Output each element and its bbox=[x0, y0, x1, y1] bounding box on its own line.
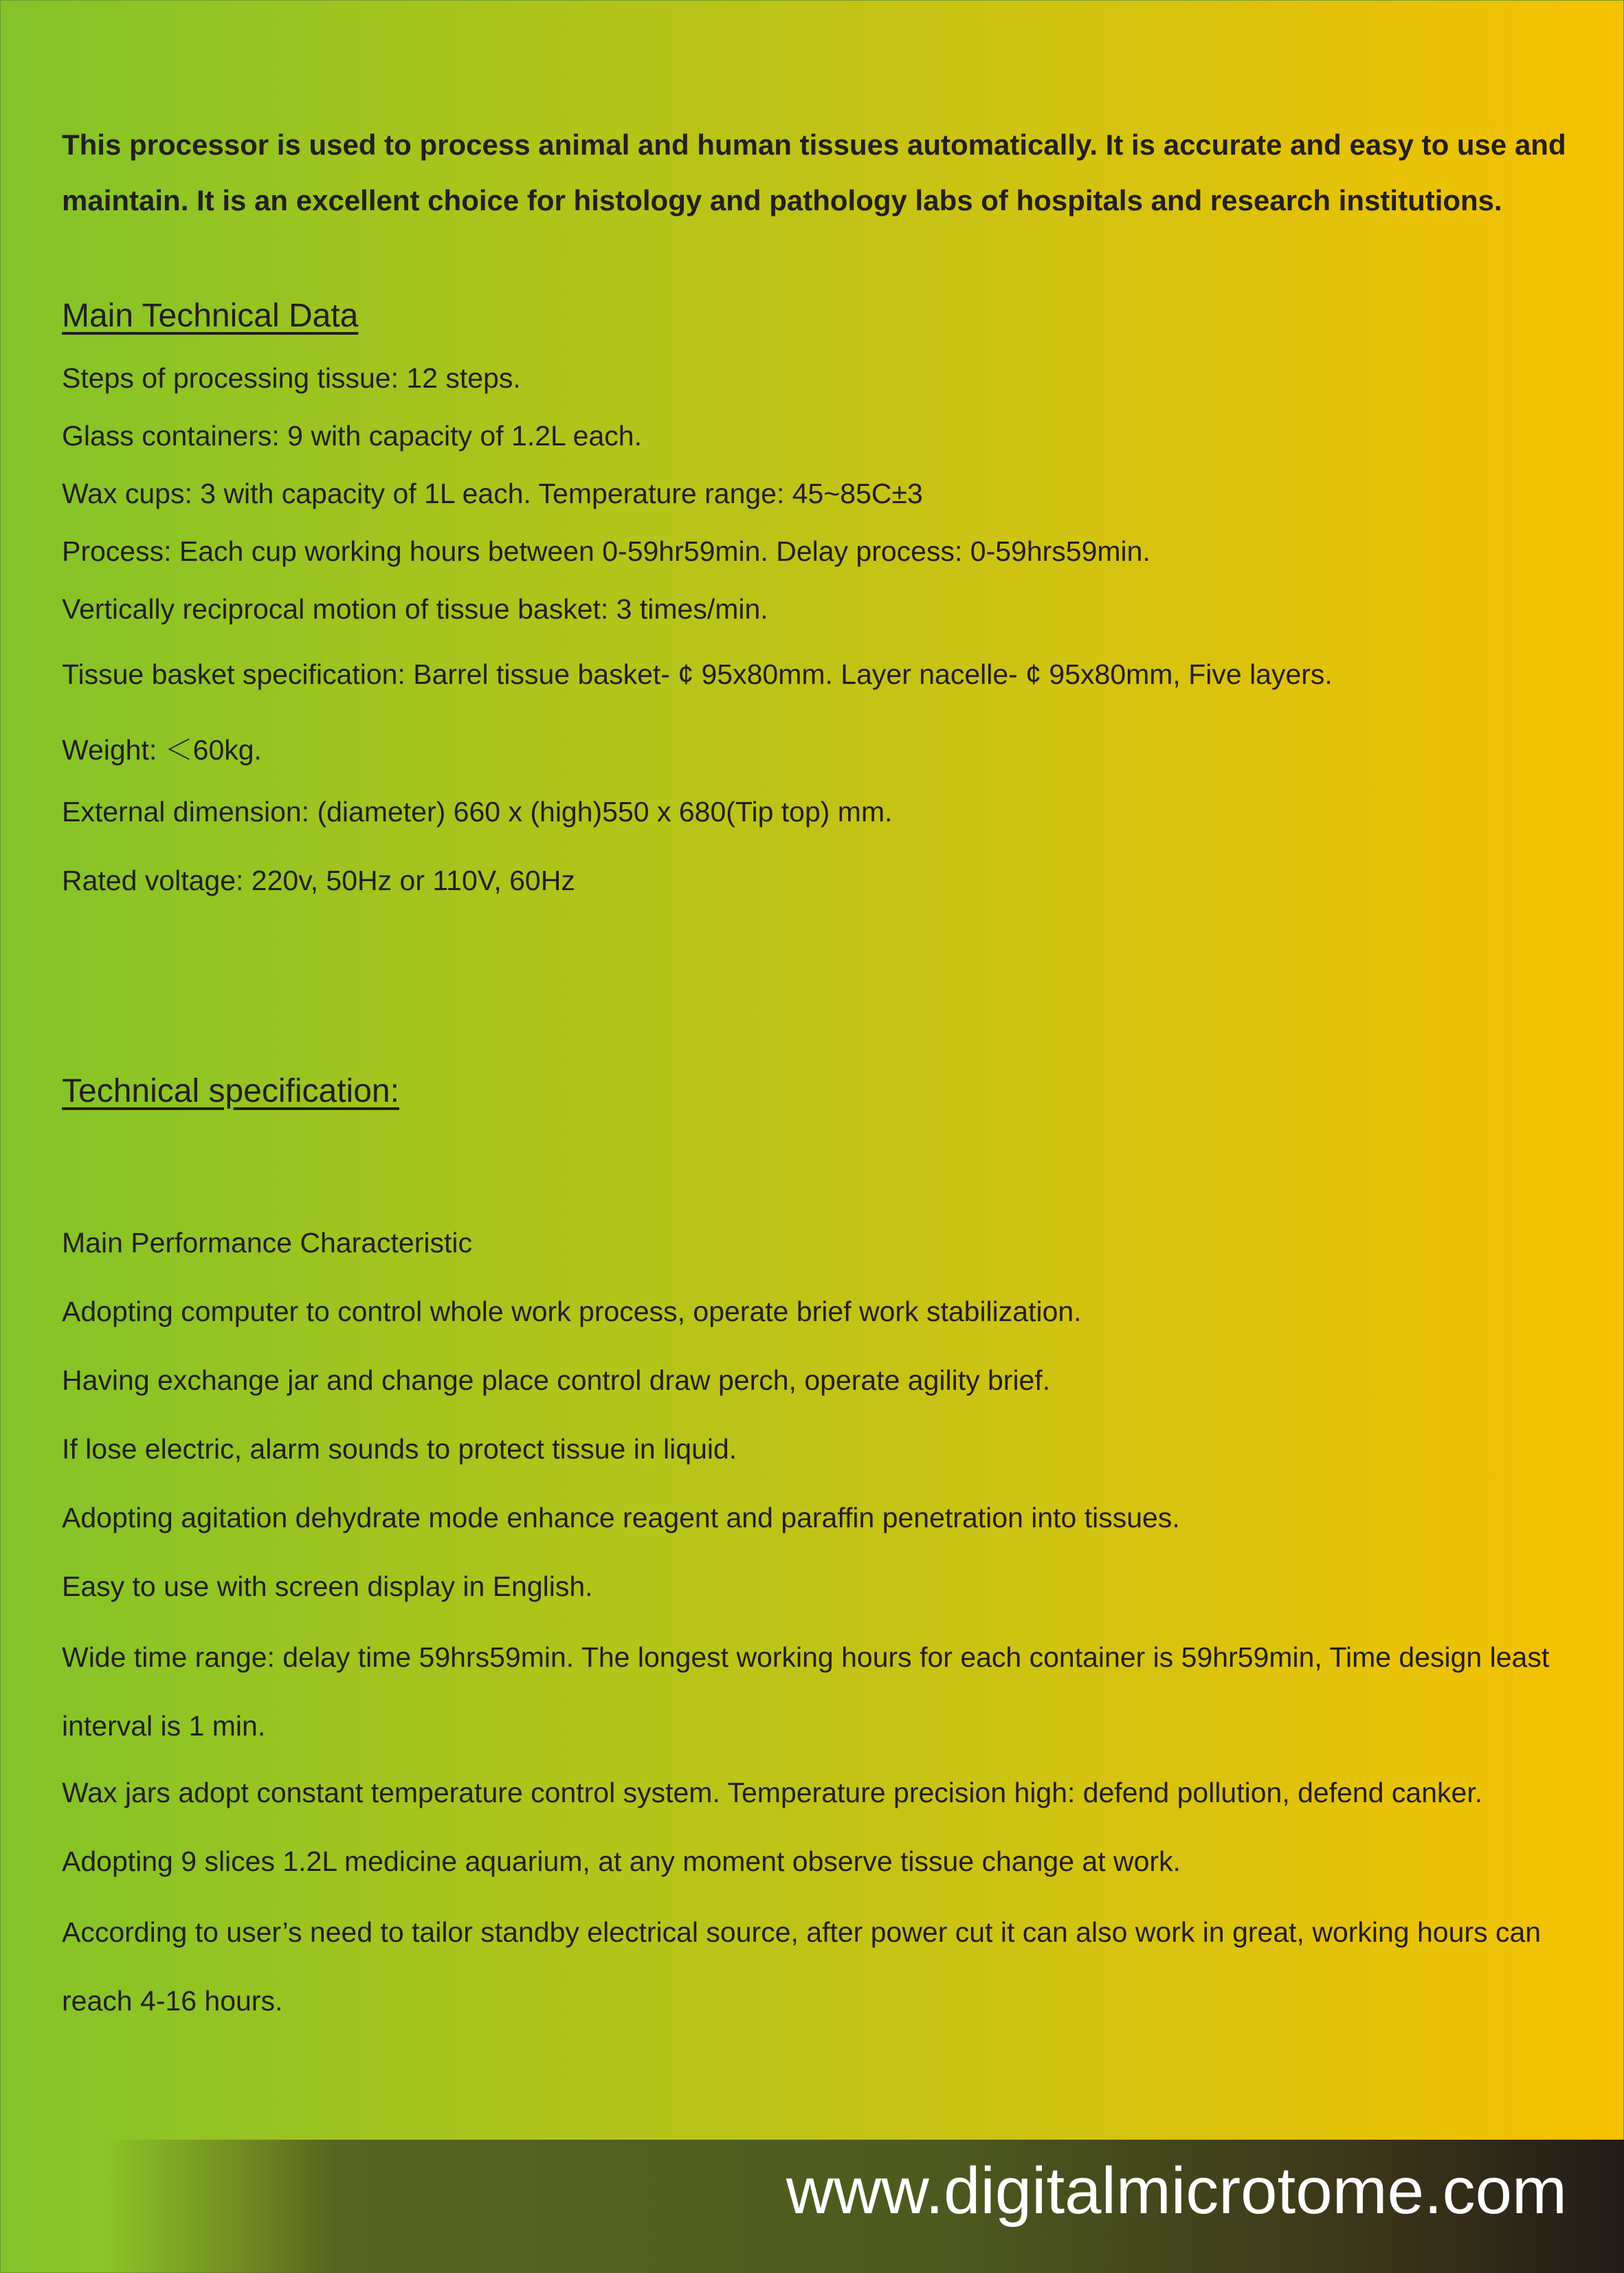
technical-specification-heading: Technical specification: bbox=[62, 1073, 399, 1109]
footer-bar bbox=[107, 2140, 1624, 2273]
main-technical-data-heading: Main Technical Data bbox=[62, 298, 359, 334]
spec-line-process: Process: Each cup working hours between 0-59hr59min. Delay process: 0-59hrs59min. bbox=[62, 535, 1150, 567]
feature-line-alarm: If lose electric, alarm sounds to protect tissue in liquid. bbox=[62, 1433, 737, 1465]
spec-line-tissue-basket: Tissue basket specification: Barrel tissue basket- ¢ 95x80mm. Layer nacelle- ¢ 95x80mm, Five layers. bbox=[62, 658, 1333, 690]
feature-line-time-range: Wide time range: delay time 59hrs59min. The longest working hours for each container is 59hr59min, Time design least interval is 1 min. bbox=[62, 1641, 1550, 1742]
footer-website-url: www.digitalmicrotome.com bbox=[786, 2154, 1567, 2228]
feature-line-exchange-jar: Having exchange jar and change place control draw perch, operate agility brief. bbox=[62, 1364, 1051, 1396]
spec-line-dimension: External dimension: (diameter) 660 x (high)550 x 680(Tip top) mm. bbox=[62, 796, 893, 828]
feature-line-aquarium: Adopting 9 slices 1.2L medicine aquarium, at any moment observe tissue change at work. bbox=[62, 1845, 1181, 1877]
feature-line-standby-power: According to user’s need to tailor standby electrical source, after power cut it can also work in great, working hours can reach 4-16 hours. bbox=[62, 1916, 1542, 2017]
spec-line-weight: Weight: ＜60kg. bbox=[62, 734, 262, 766]
performance-subheading: Main Performance Characteristic bbox=[62, 1227, 472, 1259]
feature-line-screen-display: Easy to use with screen display in English. bbox=[62, 1571, 593, 1602]
spec-line-wax-cups: Wax cups: 3 with capacity of 1L each. Temperature range: 45~85C±3 bbox=[62, 478, 923, 509]
spec-line-glass-containers: Glass containers: 9 with capacity of 1.2L each. bbox=[62, 420, 642, 452]
spec-line-vertical-motion: Vertically reciprocal motion of tissue basket: 3 times/min. bbox=[62, 593, 768, 625]
feature-line-agitation: Adopting agitation dehydrate mode enhance reagent and paraffin penetration into tissues. bbox=[62, 1502, 1180, 1533]
feature-line-computer-control: Adopting computer to control whole work process, operate brief work stabilization. bbox=[62, 1296, 1082, 1327]
feature-line-wax-temperature: Wax jars adopt constant temperature control system. Temperature precision high: defend pollution, defend canker. bbox=[62, 1777, 1483, 1808]
intro-paragraph: This processor is used to process animal and human tissues automatically. It is accurate and easy to use and maintain. It is an excellent choice for histology and pathology labs of hospitals and research institutions. bbox=[62, 129, 1566, 217]
spec-line-voltage: Rated voltage: 220v, 50Hz or 110V, 60Hz bbox=[62, 865, 575, 896]
spec-line-steps: Steps of processing tissue: 12 steps. bbox=[62, 362, 521, 394]
